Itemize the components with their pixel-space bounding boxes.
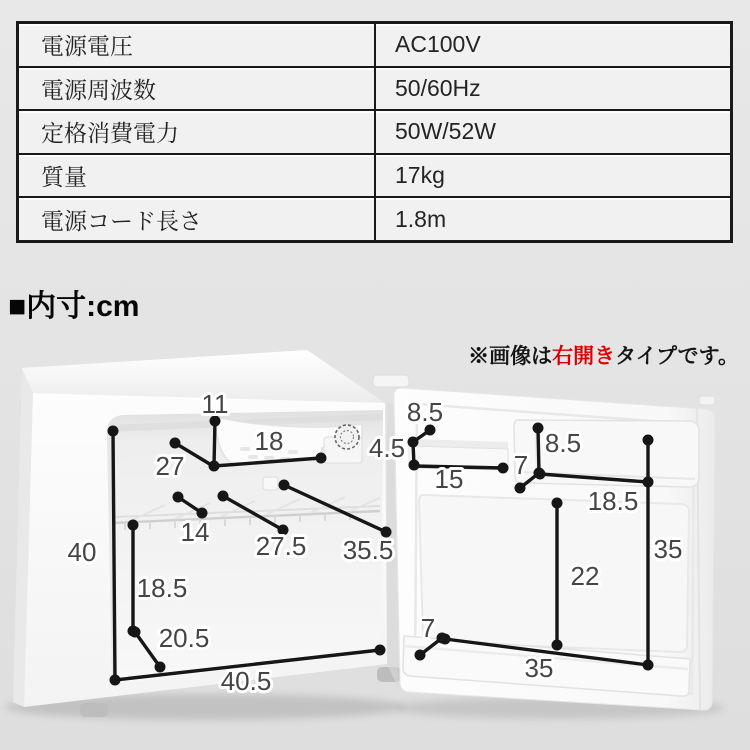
dim-door-mid-pocket-width: 18.5 [587, 486, 639, 516]
dim-door-mid-pocket-depth: 7 [513, 450, 529, 480]
dim-door-pocket-height: 35 [653, 534, 683, 564]
thermostat-dial-icon [335, 425, 359, 449]
dim-door-top-pocket-depth: 8.5 [406, 397, 444, 427]
dim-shelf-depth: 14 [180, 517, 210, 547]
spec-label: 電源電圧 [19, 24, 374, 66]
spec-label: 電源周波数 [19, 68, 374, 110]
spec-label: 定格消費電力 [19, 111, 374, 153]
note-highlight: 右開き [552, 345, 616, 368]
dim-freezer-height: 11 [201, 389, 229, 419]
spec-value: 50W/52W [374, 111, 730, 153]
spec-label: 電源コード長さ [19, 198, 374, 240]
dim-bottom-width: 40.5 [220, 666, 272, 696]
note-prefix: ※画像は [468, 345, 553, 368]
note-suffix: タイプです。 [615, 345, 739, 368]
spec-value: 50/60Hz [374, 68, 730, 110]
spec-label: 質量 [19, 155, 374, 197]
dim-door-bottom-pocket-depth: 7 [420, 613, 436, 643]
ceiling-fixture [263, 477, 278, 490]
section-heading: ■内寸:cm [8, 290, 140, 323]
dim-door-top-pocket-width: 15 [434, 464, 464, 494]
spec-value: 17kg [374, 155, 730, 197]
dim-upper-width: 35.5 [342, 535, 394, 565]
dim-door-panel-height: 22 [570, 561, 600, 591]
door-top-tab [699, 396, 715, 405]
dim-freezer-depth: 27 [155, 451, 185, 481]
cabinet-foot-left [80, 703, 108, 717]
spec-value: AC100V [374, 24, 730, 66]
dim-mid-depth: 27.5 [255, 531, 307, 561]
hinge-tab [373, 375, 409, 387]
dim-lower-height: 18.5 [136, 573, 188, 603]
dim-interior-height: 40 [67, 537, 97, 567]
dim-lower-depth: 20.5 [158, 623, 210, 653]
dim-freezer-width: 18 [254, 426, 284, 456]
dim-door-top-pocket-lip: 4.5 [368, 433, 406, 463]
dim-door-bottom-pocket-width: 35 [524, 653, 554, 683]
dim-door-mid-pocket-height: 8.5 [544, 428, 582, 458]
spec-value: 1.8m [374, 198, 730, 240]
